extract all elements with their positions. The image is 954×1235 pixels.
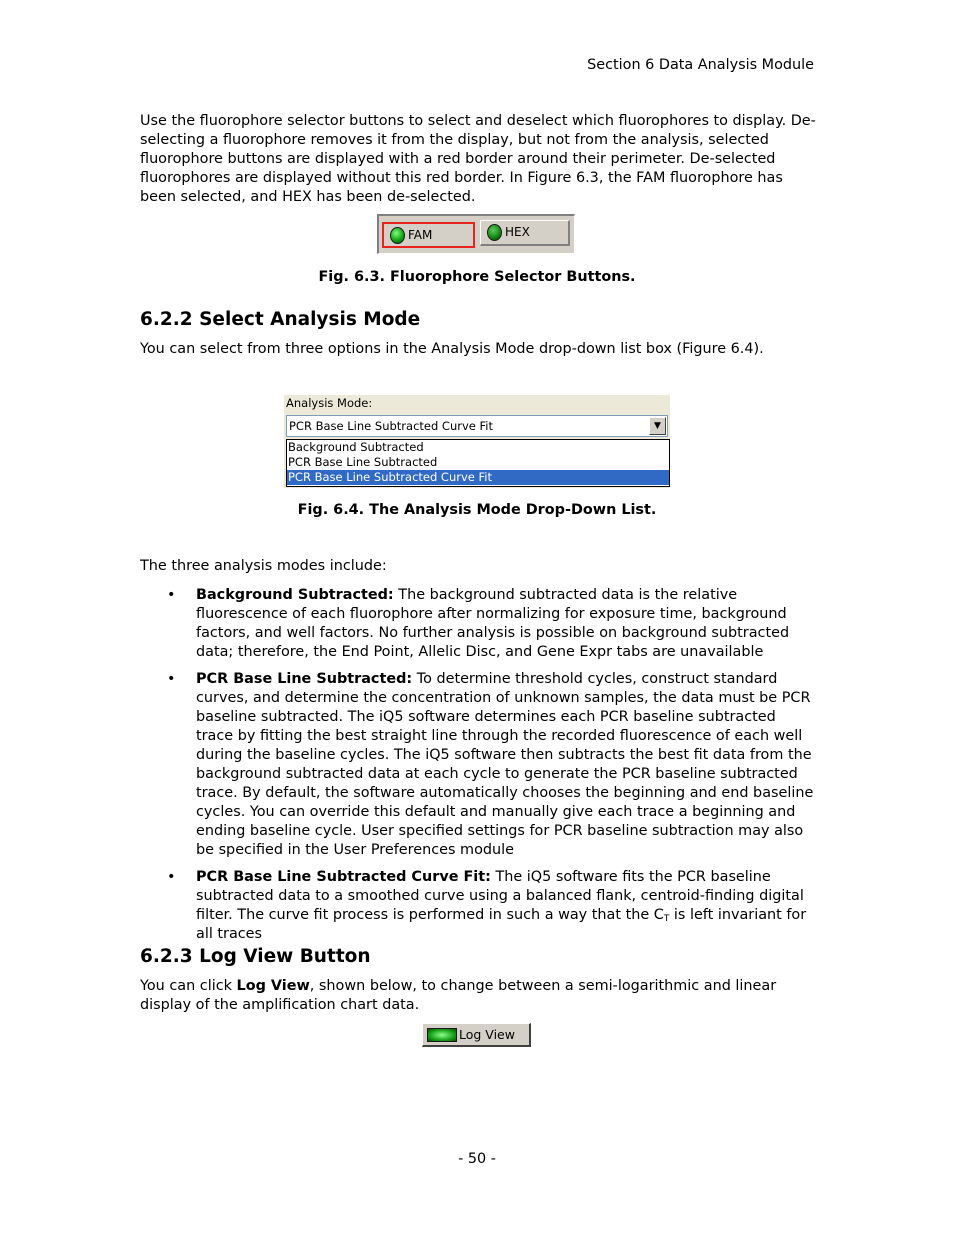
bullet-description: To determine threshold cycles, construct standard curves, and determine the concentration of unknown samples, the data must be PCR baseline subtracted. The iQ5 software determines each PCR baseline subtracted trace by fitting the best straight line through the recorded fluorescence of each well during the baseline cycles. The iQ5 software then subtracts the best fit data from the background subtracted data at each cycle to generate the PCR baseline subtracted trace. By default, the software automatically chooses the beginning and end baseline cycles. You can override this default and manually give each trace a beginning and ending baseline cycle. User specified settings for PCR baseline subtraction may also be specified in the User Preferences module bbox=[196, 671, 814, 858]
bullet-icon: • bbox=[167, 587, 176, 603]
list-item bbox=[140, 868, 816, 942]
analysis-mode-panel bbox=[284, 395, 670, 488]
fam-fluorophore-button[interactable] bbox=[382, 222, 475, 248]
list-item bbox=[140, 586, 816, 666]
analysis-mode-select[interactable] bbox=[286, 415, 668, 437]
bullet-term: PCR Base Line Subtracted: bbox=[196, 671, 413, 687]
analysis-mode-selected-value: PCR Base Line Subtracted Curve Fit bbox=[289, 419, 493, 433]
bullet-term: PCR Base Line Subtracted Curve Fit: bbox=[196, 869, 491, 885]
fam-label: FAM bbox=[408, 227, 433, 242]
figure-caption-6-3: Fig. 6.3. Fluorophore Selector Buttons. bbox=[318, 269, 636, 285]
log-view-paragraph bbox=[140, 977, 816, 1015]
running-header: Section 6 Data Analysis Module bbox=[587, 57, 814, 73]
green-led-icon bbox=[390, 227, 405, 244]
dropdown-arrow-icon[interactable]: ▼ bbox=[649, 417, 666, 435]
subscript-t: T bbox=[663, 914, 670, 924]
analysis-mode-options-list bbox=[286, 439, 670, 487]
log-view-text-before: You can click bbox=[140, 978, 237, 994]
bullet-description: The iQ5 software fits the PCR baseline subtracted data to a smoothed curve using a balanced flank, centroid-finding digital filter. The curve fit process is performed in such a way that the C bbox=[196, 869, 804, 923]
bullet-description-end: is left invariant for all traces bbox=[196, 907, 807, 942]
section-heading-6-2-3: 6.2.3 Log View Button bbox=[140, 946, 371, 967]
log-view-button[interactable] bbox=[422, 1023, 531, 1047]
option-pcr-base-line-subtracted-curve-fit[interactable]: PCR Base Line Subtracted Curve Fit bbox=[287, 470, 669, 485]
log-view-text-after: , shown below, to change between a semi-logarithmic and linear display of the amplification chart data. bbox=[140, 978, 777, 1013]
section-heading-6-2-2: 6.2.2 Select Analysis Mode bbox=[140, 309, 421, 330]
green-led-icon bbox=[427, 1028, 457, 1042]
log-view-button-label: Log View bbox=[459, 1027, 515, 1042]
log-view-bold: Log View bbox=[236, 978, 310, 994]
analysis-mode-label: Analysis Mode: bbox=[286, 396, 373, 410]
green-led-icon bbox=[487, 224, 502, 241]
bullet-description: The background subtracted data is the relative fluorescence of each fluorophore after normalizing for exposure time, background factors, and well factors. No further analysis is possible on background subtracted data; therefore, the End Point, Allelic Disc, and Gene Expr tabs are unavailable bbox=[196, 587, 790, 660]
list-item bbox=[140, 670, 816, 860]
option-pcr-base-line-subtracted[interactable]: PCR Base Line Subtracted bbox=[288, 455, 438, 469]
modes-intro: The three analysis modes include: bbox=[140, 558, 387, 574]
figure-caption-6-4: Fig. 6.4. The Analysis Mode Drop-Down List. bbox=[297, 502, 657, 518]
bullet-icon: • bbox=[167, 869, 176, 885]
intro-paragraph: Use the fluorophore selector buttons to select and deselect which fluorophores to display. De-selecting a fluorophore removes it from the display, but not from the analysis, selected fluorophore buttons are displayed with a red border around their perimeter. De-selected fluorophores are displayed without this red border. In Figure 6.3, the FAM fluorophore has been selected, and HEX has been de-selected. bbox=[140, 113, 816, 205]
hex-label: HEX bbox=[505, 225, 530, 239]
fluorophore-selector-strip bbox=[377, 214, 575, 254]
hex-fluorophore-button[interactable] bbox=[480, 220, 570, 246]
bullet-term: Background Subtracted: bbox=[196, 587, 394, 603]
page-number: - 50 - bbox=[458, 1151, 496, 1167]
analysis-mode-paragraph: You can select from three options in the Analysis Mode drop-down list box (Figure 6.4). bbox=[140, 341, 764, 357]
bullet-icon: • bbox=[167, 671, 176, 687]
option-background-subtracted[interactable]: Background Subtracted bbox=[288, 440, 424, 454]
